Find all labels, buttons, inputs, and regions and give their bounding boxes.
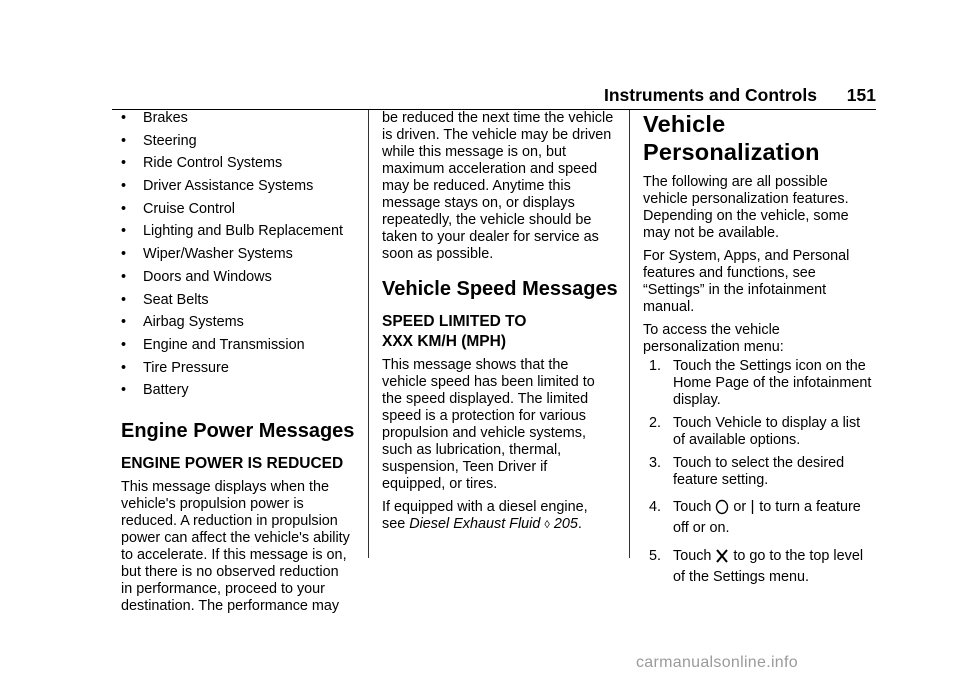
bullet-dot: • xyxy=(121,382,127,399)
list-item: • Driver Assistance Systems xyxy=(121,178,314,195)
bullet-dot: • xyxy=(121,336,127,353)
toggle-off-icon xyxy=(715,499,729,515)
bullet-dot: • xyxy=(121,359,127,376)
paragraph: This message shows that the vehicle speed has been limited to the speed displayed. The limited speed is a protection for various propulsion and vehicle systems, such as lubrication, thermal, suspension, Teen Driver if equipped, or tires. xyxy=(382,357,595,492)
toggle-on-icon xyxy=(750,499,755,515)
page-header xyxy=(604,84,876,106)
bullet-list xyxy=(121,110,356,405)
paragraph: If equipped with a diesel engine, see Diesel Exhaust Fluid ◊ 205. xyxy=(382,499,588,532)
close-x-icon xyxy=(715,548,729,564)
cross-reference-page[interactable]: 205 xyxy=(553,516,578,532)
cross-reference-link[interactable]: Diesel Exhaust Fluid xyxy=(409,516,541,532)
list-item: • Wiper/Washer Systems xyxy=(121,246,293,263)
header-section-title: Instruments and Controls xyxy=(604,84,817,105)
steps-list xyxy=(643,358,879,586)
list-item: 4. Touch or to turn a feature off or on. xyxy=(649,499,861,536)
message-heading: SPEED LIMITED TO XXX KM/H (MPH) xyxy=(382,313,527,350)
watermark: carmanualsonline.info xyxy=(636,654,798,671)
list-item: • Lighting and Bulb Replacement xyxy=(121,223,344,240)
column-2 xyxy=(382,110,618,534)
bullet-dot: • xyxy=(121,223,127,240)
list-item: • Cruise Control xyxy=(121,200,235,217)
list-item: • Engine and Transmission xyxy=(121,336,305,353)
list-item: • Battery xyxy=(121,382,189,399)
column-divider-2 xyxy=(629,110,630,558)
bullet-dot: • xyxy=(121,200,127,217)
paragraph: To access the vehicle personalization menu: xyxy=(643,322,784,355)
page-section-title: Vehicle Personalization xyxy=(643,111,820,165)
list-item: • Brakes xyxy=(121,110,188,126)
paragraph: be reduced the next time the vehicle is driven. The vehicle may be driven while this message is on, but maximum acceleration and speed may be reduced. Anytime this message stays on, or displays repeatedly, the vehicle should be taken to your dealer for service as soon as possible. xyxy=(382,110,614,262)
page-reference-icon: ◊ xyxy=(544,519,550,531)
paragraph: For System, Apps, and Personal features and functions, see “Settings” in the infotainment manual. xyxy=(643,248,850,315)
list-item: • Airbag Systems xyxy=(121,314,244,331)
bullet-dot: • xyxy=(121,314,127,331)
paragraph: The following are all possible vehicle personalization features. Depending on the vehicle, some may not be available. xyxy=(643,174,849,241)
section-heading: Engine Power Messages xyxy=(121,419,355,442)
page-number: 151 xyxy=(846,84,876,105)
bullet-dot: • xyxy=(121,268,127,285)
list-item: • Seat Belts xyxy=(121,291,209,308)
column-divider-1 xyxy=(368,110,369,558)
column-1 xyxy=(121,110,356,615)
list-item: • Steering xyxy=(121,132,197,149)
bullet-dot: • xyxy=(121,246,127,263)
list-item: 1. Touch the Settings icon on the Home Page of the infotainment display. xyxy=(649,358,872,408)
list-item: 2. Touch Vehicle to display a list of available options. xyxy=(649,415,861,448)
bullet-dot: • xyxy=(121,155,127,172)
list-item: • Ride Control Systems xyxy=(121,155,283,172)
list-item: 5. Touch to go to the top level of the Settings menu. xyxy=(649,548,864,585)
bullet-dot: • xyxy=(121,178,127,195)
list-item: 3. Touch to select the desired feature setting. xyxy=(649,455,845,488)
list-item: • Tire Pressure xyxy=(121,359,229,376)
message-heading: ENGINE POWER IS REDUCED xyxy=(121,454,344,472)
bullet-dot: • xyxy=(121,132,127,149)
column-3 xyxy=(643,110,879,586)
section-heading: Vehicle Speed Messages xyxy=(382,278,618,300)
list-item: • Doors and Windows xyxy=(121,268,272,285)
paragraph: This message displays when the vehicle's propulsion power is reduced. A reduction in propulsion power can affect the vehicle's ability to accelerate. If this message is on, but there is no observed reduction in performance, proceed to your destination. The performance may xyxy=(121,478,350,614)
bullet-dot: • xyxy=(121,110,127,126)
bullet-dot: • xyxy=(121,291,127,308)
